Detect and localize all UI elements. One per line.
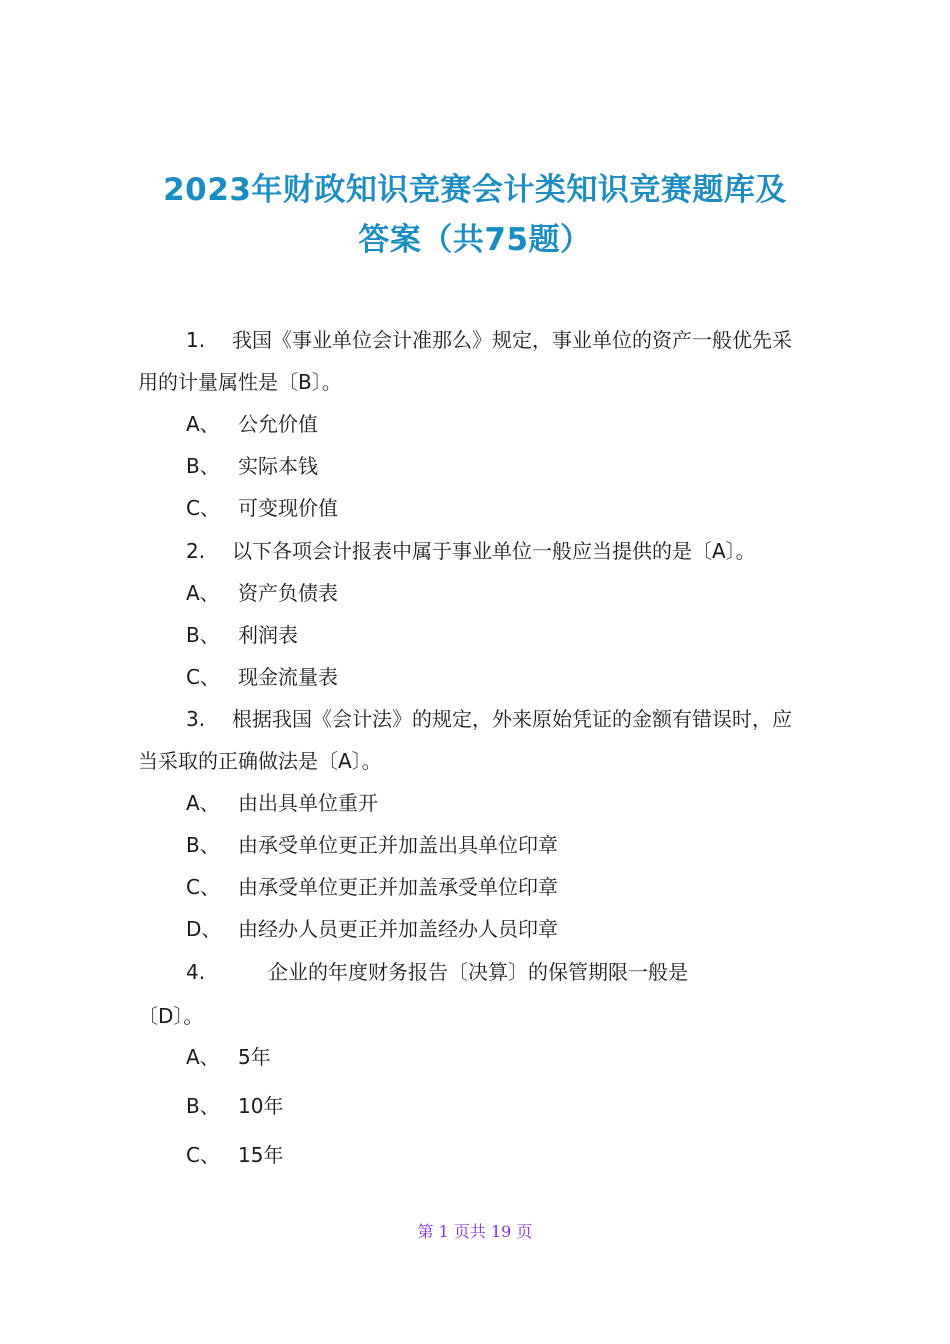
question-2 xyxy=(186,537,756,565)
question-4 xyxy=(186,958,688,986)
option-text: 10年 xyxy=(238,1094,284,1118)
option-text: 由承受单位更正并加盖出具单位印章 xyxy=(238,833,558,857)
option-text: 由出具单位重开 xyxy=(238,791,378,815)
option-3b xyxy=(186,831,558,859)
option-text: 实际本钱 xyxy=(238,454,318,478)
option-letter: A、 xyxy=(186,791,220,815)
option-4a xyxy=(186,1043,271,1071)
option-text: 现金流量表 xyxy=(238,665,338,689)
option-4b xyxy=(186,1092,283,1120)
page-footer: 第 1 页共 19 页 xyxy=(417,1222,533,1241)
option-letter: B、 xyxy=(186,454,220,478)
option-text: 15年 xyxy=(238,1143,284,1167)
question-text: 根据我国《会计法》的规定，外来原始凭证的金额有错误时，应 xyxy=(232,707,792,731)
question-number: 4. xyxy=(186,960,206,984)
option-letter: C、 xyxy=(186,1143,220,1167)
option-2c xyxy=(186,663,338,691)
option-letter: B、 xyxy=(186,833,220,857)
option-letter: D、 xyxy=(186,917,222,941)
option-letter: B、 xyxy=(186,623,220,647)
option-3a xyxy=(186,789,378,817)
question-number: 2. xyxy=(186,539,206,563)
question-text: 我国《事业单位会计准那么》规定，事业单位的资产一般优先采 xyxy=(232,328,792,352)
question-number: 3. xyxy=(186,707,206,731)
question-1-continuation: 用的计量属性是〔B〕。 xyxy=(138,370,342,394)
option-2b xyxy=(186,621,298,649)
option-text: 公允价值 xyxy=(238,412,318,436)
option-text: 由承受单位更正并加盖承受单位印章 xyxy=(238,875,558,899)
option-letter: A、 xyxy=(186,581,220,605)
option-text: 资产负债表 xyxy=(238,581,338,605)
question-text: 企业的年度财务报告〔决算〕的保管期限一般是 xyxy=(268,960,688,984)
option-letter: C、 xyxy=(186,496,220,520)
document-title-line2: 答案（共75题） xyxy=(358,222,592,258)
option-3d xyxy=(186,915,558,943)
question-4-continuation: 〔D〕。 xyxy=(138,1004,204,1028)
document-title-line1: 2023年财政知识竞赛会计类知识竞赛题库及 xyxy=(163,172,787,208)
option-text: 利润表 xyxy=(238,623,298,647)
option-1b xyxy=(186,452,318,480)
question-3 xyxy=(186,705,792,733)
option-text: 5年 xyxy=(238,1045,271,1069)
option-3c xyxy=(186,873,558,901)
option-letter: A、 xyxy=(186,1045,220,1069)
option-text: 由经办人员更正并加盖经办人员印章 xyxy=(238,917,558,941)
option-letter: B、 xyxy=(186,1094,220,1118)
option-1a xyxy=(186,410,318,438)
option-4c xyxy=(186,1141,283,1169)
option-letter: A、 xyxy=(186,412,220,436)
question-3-continuation: 当采取的正确做法是〔A〕。 xyxy=(138,749,382,773)
option-letter: C、 xyxy=(186,875,220,899)
question-text: 以下各项会计报表中属于事业单位一般应当提供的是〔A〕。 xyxy=(232,539,756,563)
option-letter: C、 xyxy=(186,665,220,689)
question-number: 1. xyxy=(186,328,206,352)
option-1c xyxy=(186,494,338,522)
option-2a xyxy=(186,579,338,607)
question-1 xyxy=(186,326,792,354)
option-text: 可变现价值 xyxy=(238,496,338,520)
